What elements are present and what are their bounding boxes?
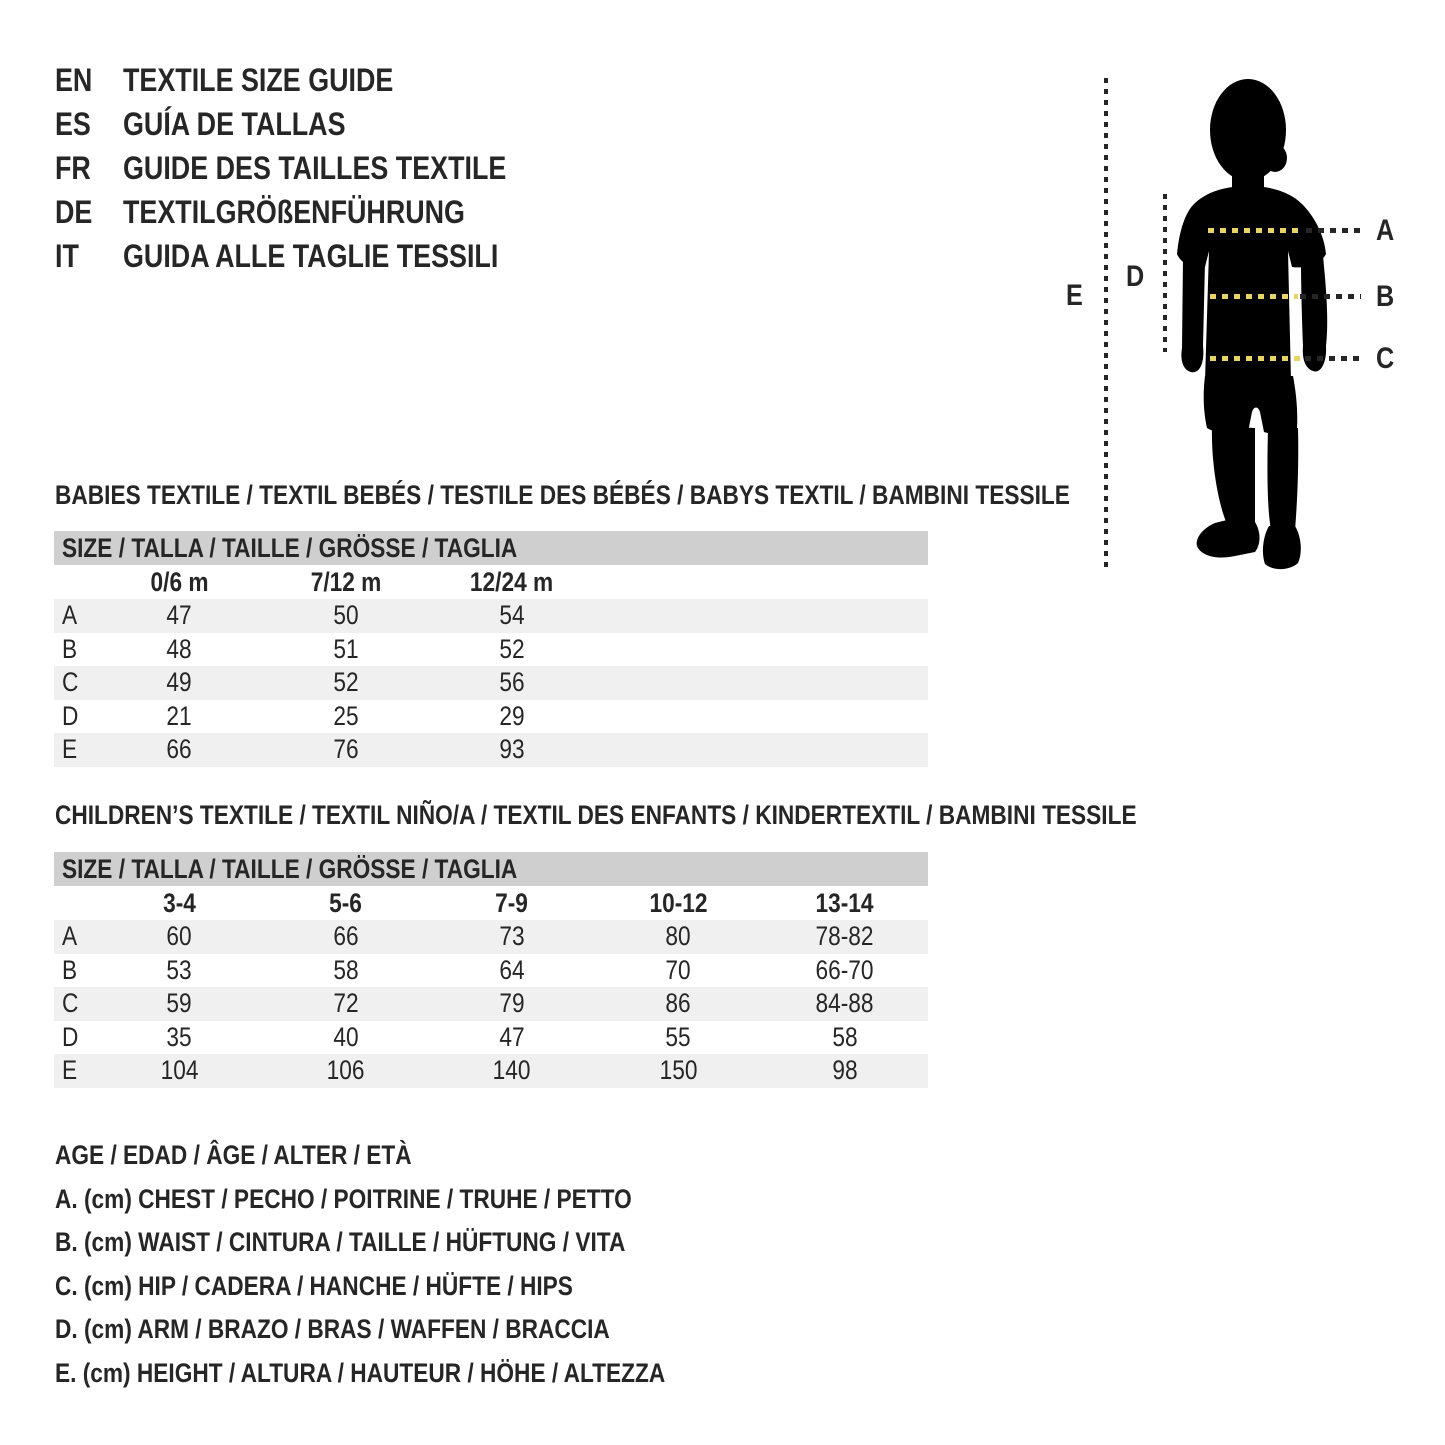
table-row <box>54 666 928 700</box>
cell: 40 <box>332 1021 359 1052</box>
table-row <box>54 1021 928 1055</box>
table-row <box>54 733 928 767</box>
language-guide-title: GUÍA DE TALLAS <box>123 105 346 142</box>
cell: 106 <box>326 1055 365 1086</box>
language-row <box>55 58 579 102</box>
children-section-title: CHILDREN’S TEXTILE / TEXTIL NIÑO/A / TEXTIL DES ENFANTS / KINDERTEXTIL / BAMBINI TESSILE <box>55 800 1137 830</box>
cell: 73 <box>499 921 525 952</box>
language-guide-title: TEXTILGRÖßENFÜHRUNG <box>123 193 465 230</box>
column-header: 12/24 m <box>470 566 554 597</box>
cell: 52 <box>499 633 525 664</box>
language-guide-title: GUIDE DES TAILLES TEXTILE <box>123 149 507 186</box>
hip-label: C <box>1376 342 1395 375</box>
column-header: 13-14 <box>815 887 874 918</box>
table-row <box>54 954 928 988</box>
hip-line-yellow <box>1210 356 1303 361</box>
row-label: B <box>62 954 78 985</box>
language-code: FR <box>55 149 91 186</box>
row-label: A <box>62 600 78 631</box>
cell: 86 <box>665 988 692 1019</box>
babies-column-header-row <box>54 565 928 599</box>
legend-line-chest: A. (cm) CHEST / PECHO / POITRINE / TRUHE / PETTO <box>55 1183 632 1214</box>
cell: 66 <box>166 734 192 765</box>
row-label: E <box>62 1055 78 1086</box>
table-row <box>54 599 928 633</box>
language-row <box>55 102 579 146</box>
cell: 70 <box>665 954 692 985</box>
cell: 60 <box>166 921 192 952</box>
cell: 35 <box>166 1021 192 1052</box>
cell: 25 <box>332 700 359 731</box>
cell: 54 <box>499 600 525 631</box>
cell: 49 <box>166 667 192 698</box>
cell: 59 <box>166 988 192 1019</box>
language-code: ES <box>55 105 91 142</box>
column-header: 5-6 <box>329 887 362 918</box>
children-table-header-bar: SIZE / TALLA / TAILLE / GRÖSSE / TAGLIA <box>54 852 928 886</box>
cell: 93 <box>499 734 525 765</box>
table-row <box>54 987 928 1021</box>
cell: 50 <box>332 600 359 631</box>
hip-line-dark <box>1305 356 1361 361</box>
cell: 140 <box>493 1055 531 1086</box>
table-row <box>54 633 928 667</box>
column-header: 0/6 m <box>150 566 209 597</box>
cell: 47 <box>166 600 192 631</box>
children-column-header-row <box>54 886 928 920</box>
babies-table-header-bar: SIZE / TALLA / TAILLE / GRÖSSE / TAGLIA <box>54 531 928 565</box>
language-row <box>55 146 579 190</box>
cell: 64 <box>499 954 525 985</box>
column-header: 3-4 <box>162 887 196 918</box>
cell: 66 <box>332 921 359 952</box>
row-label: D <box>62 1021 79 1052</box>
language-row <box>55 190 579 234</box>
height-label: E <box>1066 279 1083 312</box>
chest-label: A <box>1376 214 1395 247</box>
chest-line-dark <box>1306 228 1362 233</box>
arm-dotted-line <box>1163 194 1167 352</box>
row-label: B <box>62 633 78 664</box>
waist-label: B <box>1376 280 1395 313</box>
cell: 56 <box>499 667 525 698</box>
cell: 80 <box>665 921 692 952</box>
language-guide-title: TEXTILE SIZE GUIDE <box>123 61 394 98</box>
babies-table <box>54 531 928 767</box>
cell: 48 <box>166 633 192 664</box>
language-guide-title: GUIDA ALLE TAGLIE TESSILI <box>123 237 499 274</box>
language-code: IT <box>55 237 79 274</box>
legend-line-height: E. (cm) HEIGHT / ALTURA / HAUTEUR / HÖHE / ALTEZZA <box>55 1357 666 1388</box>
cell: 84-88 <box>815 988 874 1019</box>
children-table <box>54 852 928 1088</box>
table-row <box>54 920 928 954</box>
cell: 66-70 <box>815 954 874 985</box>
legend-line-hip: C. (cm) HIP / CADERA / HANCHE / HÜFTE / HIPS <box>55 1270 573 1301</box>
cell: 58 <box>832 1021 858 1052</box>
language-row <box>55 234 579 278</box>
cell: 52 <box>332 667 359 698</box>
language-title-list <box>55 58 579 278</box>
row-label: A <box>62 921 78 952</box>
column-header: 7/12 m <box>310 566 381 597</box>
cell: 47 <box>499 1021 525 1052</box>
waist-line-yellow <box>1210 294 1298 299</box>
row-label: E <box>62 734 78 765</box>
row-label: C <box>62 988 79 1019</box>
cell: 55 <box>665 1021 692 1052</box>
row-label: C <box>62 667 79 698</box>
cell: 58 <box>332 954 359 985</box>
cell: 76 <box>332 734 359 765</box>
column-header: 10-12 <box>649 887 708 918</box>
column-header: 7-9 <box>495 887 529 918</box>
table-row <box>54 700 928 734</box>
cell: 150 <box>659 1055 698 1086</box>
table-row <box>54 1054 928 1088</box>
cell: 21 <box>166 700 192 731</box>
babies-section-title: BABIES TEXTILE / TEXTIL BEBÉS / TESTILE DES BÉBÉS / BABYS TEXTIL / BAMBINI TESSILE <box>55 480 1070 510</box>
cell: 29 <box>499 700 525 731</box>
legend-line-waist: B. (cm) WAIST / CINTURA / TAILLE / HÜFTUNG / VITA <box>55 1227 626 1257</box>
cell: 78-82 <box>815 921 874 952</box>
legend-line-age: AGE / EDAD / ÂGE / ALTER / ETÀ <box>55 1140 412 1170</box>
row-label: D <box>62 700 79 731</box>
cell: 53 <box>166 954 192 985</box>
language-code: DE <box>55 193 93 230</box>
legend-line-arm: D. (cm) ARM / BRAZO / BRAS / WAFFEN / BRACCIA <box>55 1314 610 1344</box>
cell: 104 <box>160 1055 199 1086</box>
cell: 51 <box>332 633 359 664</box>
measurement-legend <box>55 1134 781 1395</box>
cell: 98 <box>832 1055 858 1086</box>
chest-line-yellow <box>1208 228 1304 233</box>
cell: 72 <box>332 988 359 1019</box>
waist-line-dark <box>1300 294 1361 299</box>
cell: 79 <box>499 988 525 1019</box>
arm-label: D <box>1126 260 1145 293</box>
language-code: EN <box>55 61 93 98</box>
